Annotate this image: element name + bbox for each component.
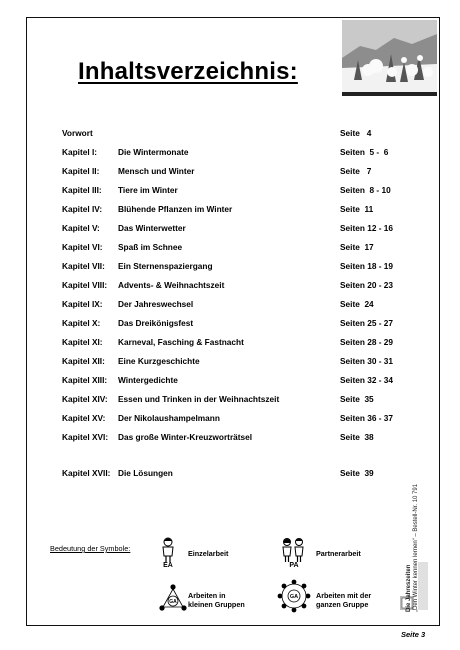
photo-underline — [342, 92, 437, 96]
toc-row — [0, 147, 460, 161]
symbol-label-ga-small-text: Arbeiten in kleinen Gruppen — [188, 591, 245, 609]
winter-photo — [342, 20, 437, 92]
toc-pages: Seite 38 — [340, 432, 374, 442]
toc-row — [0, 468, 460, 482]
toc-title: Die Lösungen — [118, 468, 173, 478]
small-group-icon — [158, 583, 188, 613]
symbol-abbr-ga-whole: GA — [289, 594, 299, 600]
symbol-abbr-ea: EA — [163, 562, 173, 569]
toc-pages: Seite 24 — [340, 299, 374, 309]
toc-title: Spaß im Schnee — [118, 242, 183, 252]
toc-chapter: Kapitel VIII: — [62, 280, 108, 290]
toc-title: Essen und Trinken in der Weihnachtszeit — [118, 394, 280, 404]
toc-row — [0, 166, 460, 180]
toc-pages: Seite 7 — [340, 166, 372, 176]
toc-row — [0, 394, 460, 408]
toc-pages: Seiten 20 - 23 — [340, 280, 394, 290]
toc-pages: Seiten 12 - 16 — [340, 223, 394, 233]
toc-row — [0, 204, 460, 218]
legend-heading: Bedeutung der Symbole: — [50, 544, 131, 553]
toc-title: Das Winterwetter — [118, 223, 186, 233]
toc-chapter: Kapitel XII: — [62, 356, 105, 366]
symbol-abbr-ga-small: GA — [169, 599, 177, 605]
toc-row — [0, 242, 460, 256]
whole-group-icon — [276, 578, 312, 614]
toc-pages: Seite 39 — [340, 468, 374, 478]
sidebar-line-2: „Den Winter kennen lernen“ – Bestell-Nr. 10 791 — [413, 483, 419, 612]
toc-title: Wintergedichte — [118, 375, 178, 385]
toc-pages: Seite 4 — [340, 128, 372, 138]
symbol-label-ea: Einzelarbeit — [188, 549, 229, 558]
toc-pages: Seite 35 — [340, 394, 374, 404]
toc-chapter: Kapitel XIV: — [62, 394, 108, 404]
toc-pages: Seite 11 — [340, 204, 374, 214]
toc-title: Ein Sternenspaziergang — [118, 261, 213, 271]
toc-chapter: Kapitel II: — [62, 166, 100, 176]
toc-title: Karneval, Fasching & Fastnacht — [118, 337, 244, 347]
toc-pages: Seiten 32 - 34 — [340, 375, 394, 385]
toc-row — [0, 223, 460, 237]
toc-row — [0, 128, 460, 142]
toc-chapter: Kapitel VI: — [62, 242, 103, 252]
toc-chapter: Kapitel VII: — [62, 261, 105, 271]
toc-chapter: Kapitel III: — [62, 185, 102, 195]
single-person-icon — [160, 537, 176, 563]
symbol-label-ga-small — [188, 591, 245, 609]
toc-row — [0, 356, 460, 370]
toc-row — [0, 185, 460, 199]
toc-row — [0, 432, 460, 446]
toc-pages: Seiten 5 - 6 — [340, 147, 389, 157]
toc-title: Die Wintermonate — [118, 147, 189, 157]
toc-pages: Seite 17 — [340, 242, 374, 252]
toc-title: Das Dreikönigsfest — [118, 318, 194, 328]
page-title: Inhaltsverzeichnis: — [78, 58, 298, 85]
toc-row — [0, 299, 460, 313]
toc-pages: Seiten 28 - 29 — [340, 337, 394, 347]
toc-title: Der Jahreswechsel — [118, 299, 194, 309]
toc-row — [0, 280, 460, 294]
toc-chapter: Kapitel XVI: — [62, 432, 109, 442]
toc-chapter: Kapitel IX: — [62, 299, 103, 309]
toc-title: Das große Winter-Kreuzworträtsel — [118, 432, 253, 442]
toc-row — [0, 318, 460, 332]
sidebar-line-1: Die Jahreszeiten — [406, 564, 412, 612]
toc-pages: Seiten 36 - 37 — [340, 413, 394, 423]
toc-chapter: Kapitel XI: — [62, 337, 103, 347]
toc-chapter: Kapitel I: — [62, 147, 98, 157]
toc-pages: Seiten 8 - 10 — [340, 185, 391, 195]
symbol-label-ga-whole-text: Arbeiten mit der ganzen Gruppe — [316, 591, 372, 609]
toc-title: Mensch und Winter — [118, 166, 195, 176]
toc-chapter: Vorwort — [62, 128, 93, 138]
toc-chapter: Kapitel XV: — [62, 413, 106, 423]
toc-row — [0, 261, 460, 275]
toc-row — [0, 375, 460, 389]
toc-chapter: Kapitel X: — [62, 318, 101, 328]
toc-title: Eine Kurzgeschichte — [118, 356, 200, 366]
toc-title: Tiere im Winter — [118, 185, 178, 195]
toc-chapter: Kapitel IV: — [62, 204, 103, 214]
toc-row — [0, 413, 460, 427]
toc-pages: Seiten 18 - 19 — [340, 261, 394, 271]
toc-row — [0, 337, 460, 351]
symbol-abbr-pa: PA — [289, 562, 299, 569]
toc-chapter: Kapitel XVII: — [62, 468, 111, 478]
page-number: Seite 3 — [401, 630, 426, 639]
toc-chapter: Kapitel XIII: — [62, 375, 108, 385]
toc-title: Der Nikolaushampelmann — [118, 413, 220, 423]
toc-pages: Seiten 30 - 31 — [340, 356, 394, 366]
toc-chapter: Kapitel V: — [62, 223, 100, 233]
sidebar-text — [406, 484, 420, 612]
toc-title: Blühende Pflanzen im Winter — [118, 204, 233, 214]
symbol-label-pa: Partnerarbeit — [316, 549, 361, 558]
pair-icon — [280, 537, 306, 563]
symbol-label-ga-whole — [316, 591, 371, 609]
toc-title: Advents- & Weihnachtszeit — [118, 280, 225, 290]
toc-pages: Seiten 25 - 27 — [340, 318, 394, 328]
